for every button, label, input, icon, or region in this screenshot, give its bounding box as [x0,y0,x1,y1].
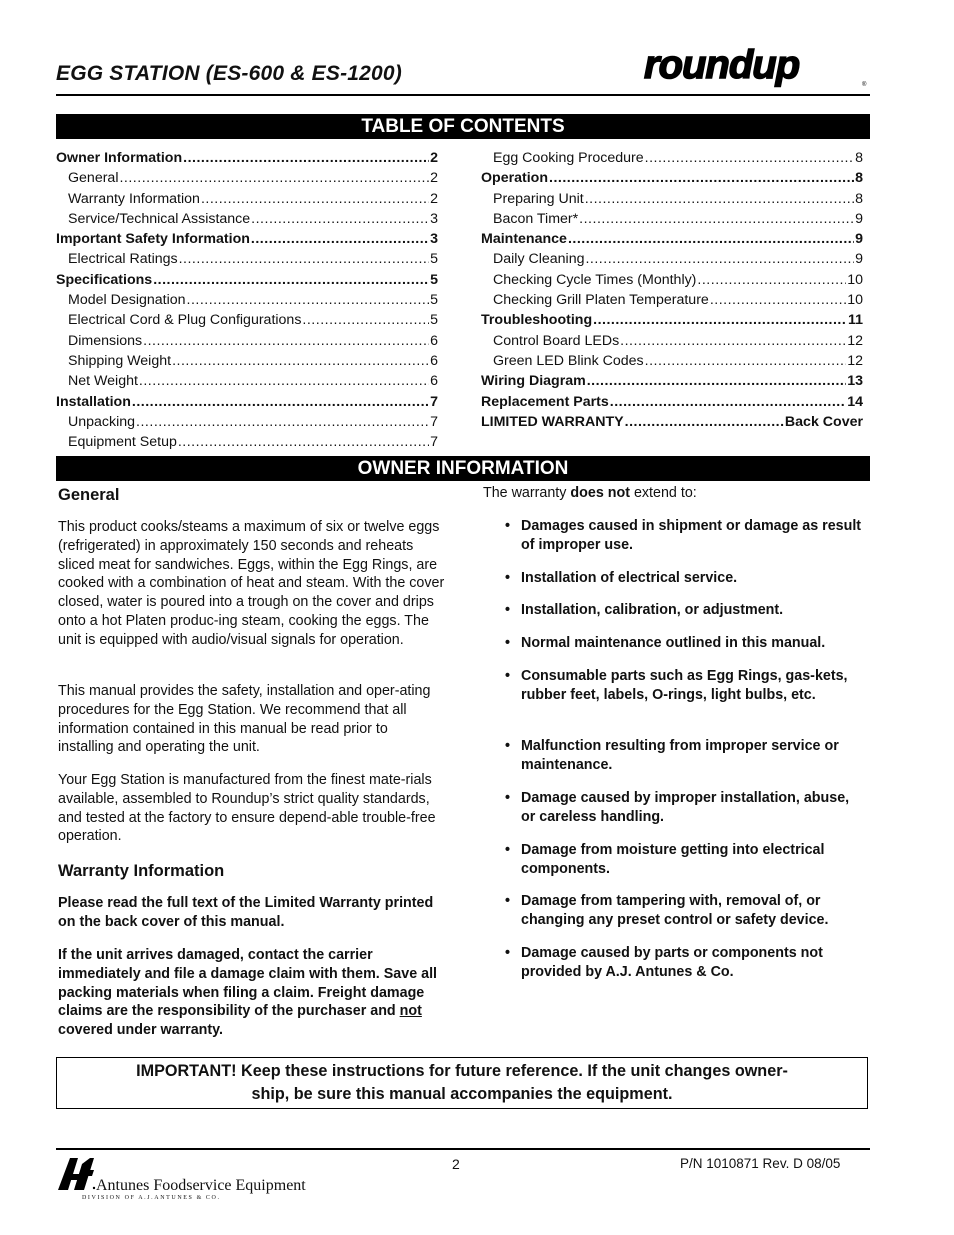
toc-entry-label: Owner Information [56,150,183,166]
toc-entry-label: General [68,170,119,187]
toc-entry[interactable] [481,333,863,353]
toc-entry-page: 6 [430,373,438,390]
toc-entry-page: 2 [430,190,438,207]
toc-entry-page: 12 [847,352,863,369]
toc-entry-label: Green LED Blink Codes [493,352,644,369]
toc-entry[interactable] [56,333,438,353]
toc-leader-dots [178,434,429,450]
toc-entry[interactable] [56,373,438,393]
toc-right-column [481,150,863,434]
toc-leader-dots [251,211,429,227]
toc-leader-dots [201,191,429,207]
bullet-icon: • [505,945,511,961]
toc-entry[interactable] [481,150,863,170]
extend-text-c: extend to: [629,485,697,501]
toc-leader-dots [143,333,429,349]
toc-leader-dots [119,170,429,186]
toc-entry-label: LIMITED WARRANTY [481,413,624,430]
warranty-exclusion-text: Normal maintenance outlined in this manual. [521,635,826,651]
toc-leader-dots [593,312,847,328]
general-heading: General [58,486,120,504]
toc-leader-dots [153,272,429,288]
toc-entry-page: 7 [430,393,438,410]
bullet-icon: • [505,668,511,684]
bullet-icon: • [505,893,511,909]
toc-leader-dots [549,170,854,186]
general-paragraph-1: This product cooks/steams a maximum of six or twelve eggs (refrigerated) in approximately 150 seconds and reheats sliced meat for sandwiches. Eggs, within the Egg Rings, are cooked with a combination of heat and steam. With the cover closed, water is poured into a trough on the cover and drips onto a hot Platen produc-ing steam, cooking the eggs. The unit is equipped with audio/visual signals for operation. [58,519,445,648]
toc-entry-label: Operation [481,170,549,187]
toc-entry-page: 8 [855,150,863,166]
toc-entry[interactable] [481,211,863,231]
warranty-exclusion-item [505,667,865,705]
bullet-icon: • [505,635,511,651]
toc-entry-page: 2 [430,150,438,166]
toc-leader-dots [585,251,854,267]
toc-entry[interactable] [56,170,438,190]
toc-entry-page: 5 [430,251,438,268]
toc-leader-dots [187,292,430,308]
warranty-exclusion-item [505,601,865,620]
warranty-exclusions-intro [483,484,697,503]
toc-entry-page: 5 [430,271,438,288]
warranty-exclusion-item [505,789,865,827]
toc-entry-label: Unpacking [68,413,136,430]
toc-entry-label: Bacon Timer* [493,210,579,227]
warranty-exclusion-text: Damages caused in shipment or damage as result of improper use. [521,518,862,553]
toc-leader-dots [183,150,429,166]
logo-wordmark: roundup [644,43,800,87]
toc-entry-page: 5 [430,312,438,329]
toc-leader-dots [302,312,429,328]
toc-entry[interactable] [481,312,863,332]
owner-info-heading: OWNER INFORMATION [357,458,569,479]
toc-entry-label: Wiring Diagram [481,373,586,390]
toc-entry-page: 9 [855,210,863,227]
toc-entry-page: 10 [847,271,863,288]
toc-leader-dots [132,394,429,410]
extend-text-bold: does not [570,485,630,501]
toc-entry-label: Daily Cleaning [493,251,585,268]
warranty-exclusion-text: Damage caused by improper installation, abuse, or careless handling. [521,790,850,825]
toc-entry-label: Installation [56,393,131,410]
owner-info-heading-bar [56,456,870,481]
toc-entry[interactable] [481,394,863,414]
toc-entry[interactable] [481,170,863,190]
toc-entry[interactable] [481,272,863,292]
important-notice-box [56,1057,868,1109]
bullet-icon: • [505,738,511,754]
toc-entry-label: Checking Grill Platen Temperature [493,292,709,309]
warranty-exclusion-item [505,892,865,930]
toc-leader-dots [585,191,854,207]
toc-entry-label: Equipment Setup [68,434,177,451]
general-paragraph-2: This manual provides the safety, installation and oper-ating procedures for the Egg Station. We recommend that all information contained in this manual be read prior to installing and operating the unit. [58,683,431,756]
toc-entry[interactable] [56,394,438,414]
toc-entry[interactable] [56,231,438,251]
toc-entry-page: 6 [430,352,438,369]
extend-text-a: The warranty [483,485,571,501]
toc-entry[interactable] [481,251,863,271]
footer-divider [56,1148,870,1150]
page-number: 2 [452,1156,460,1172]
toc-entry-label: Specifications [56,271,153,288]
toc-leader-dots [587,373,847,389]
toc-entry-page: 7 [430,434,438,451]
footer-division-text: DIVISION OF A.J.ANTUNES & CO. [82,1195,221,1201]
toc-entry-label: Net Weight [68,373,138,390]
toc-leader-dots [620,333,846,349]
header-divider [56,94,870,96]
toc-leader-dots [568,231,854,247]
toc-heading: TABLE OF CONTENTS [361,116,565,137]
important-line-2: ship, be sure this manual accompanies the equipment. [251,1085,673,1103]
bullet-icon: • [505,570,511,586]
bullet-icon: • [505,602,511,618]
warranty-exclusion-text: Damage caused by parts or components not provided by A.J. Antunes & Co. [521,945,823,980]
toc-entry-page: 7 [430,413,438,430]
warranty-paragraph-2 [58,946,444,1040]
toc-entry[interactable] [56,251,438,271]
toc-entry-page: 11 [848,312,863,329]
toc-entry-label: Egg Cooking Procedure [493,150,644,166]
part-number: P/N 1010871 Rev. D 08/05 [680,1156,841,1171]
toc-entry-page: 8 [855,170,863,187]
toc-leader-dots [625,414,784,430]
toc-entry-page: 3 [430,231,438,248]
toc-entry[interactable] [481,373,863,393]
warranty-exclusion-item [505,569,865,588]
toc-leader-dots [697,272,846,288]
toc-entry-page: 12 [847,332,863,349]
warranty-exclusion-text: Damage from moisture getting into electrical components. [521,842,825,877]
toc-entry-page: 13 [847,373,863,390]
warranty-exclusion-item [505,517,865,555]
warranty-exclusion-text: Consumable parts such as Egg Rings, gas-kets, rubber feet, labels, O-rings, light bulbs, etc. [521,668,848,703]
toc-leader-dots [645,353,847,369]
toc-entry-page: 2 [430,170,438,187]
warranty-exclusion-item [505,841,865,879]
toc-entry[interactable] [56,211,438,231]
toc-entry-label: Important Safety Information [56,231,250,248]
warranty-exclusion-text: Installation, calibration, or adjustment. [521,602,784,618]
toc-entry-label: Electrical Ratings [68,251,178,268]
toc-entry-label: Checking Cycle Times (Monthly) [493,271,697,288]
toc-left-column [56,150,438,454]
toc-leader-dots [172,353,429,369]
toc-entry[interactable] [56,272,438,292]
toc-entry-page: 10 [847,292,863,309]
footer-company-name: Antunes Foodservice Equipment [96,1177,306,1194]
toc-entry-page: 9 [855,231,863,248]
toc-entry-label: Service/Technical Assistance [68,210,251,227]
toc-entry[interactable] [481,414,863,434]
toc-leader-dots [710,292,846,308]
warranty-exclusion-text: Installation of electrical service. [521,570,738,586]
warranty-p2-text-a: If the unit arrives damaged, contact the carrier immediately and file a damage claim with them. Save all packing materials when filing a claim. Freight damage claims are the responsibility of the purchaser and [58,947,438,1020]
toc-entry[interactable] [481,231,863,251]
toc-entry-page: 8 [855,190,863,207]
toc-entry-label: Preparing Unit [493,190,584,207]
toc-entry-page: Back Cover [784,413,863,430]
toc-entry[interactable] [56,434,438,454]
toc-entry-label: Troubleshooting [481,312,593,329]
important-line-1: IMPORTANT! Keep these instructions for future reference. If the unit changes owner- [136,1062,788,1080]
roundup-logo [642,40,872,90]
toc-entry[interactable] [481,353,863,373]
warranty-exclusion-text: Damage from tampering with, removal of, or changing any preset control or safety device. [521,893,829,928]
warranty-exclusion-text: Malfunction resulting from improper service or maintenance. [521,738,839,773]
toc-entry-label: Maintenance [481,231,567,248]
toc-entry[interactable] [56,353,438,373]
toc-entry-page: 6 [430,332,438,349]
warranty-exclusion-item [505,634,865,653]
toc-entry[interactable] [56,150,438,170]
warranty-paragraph-1: Please read the full text of the Limited Warranty printed on the back cover of this manual. [58,895,434,930]
registered-mark: ® [862,82,867,88]
toc-entry-label: Electrical Cord & Plug Configurations [68,312,302,329]
toc-entry-page: 9 [855,251,863,268]
toc-entry[interactable] [481,292,863,312]
warranty-heading: Warranty Information [58,862,225,880]
toc-leader-dots [139,373,429,389]
toc-entry-page: 14 [847,393,863,410]
toc-heading-bar [56,114,870,139]
toc-entry[interactable] [56,292,438,312]
warranty-exclusion-item [505,944,865,982]
warranty-p2-text-b: covered under warranty. [58,1022,224,1039]
bullet-icon: • [505,842,511,858]
toc-entry-label: Warranty Information [68,190,200,207]
warranty-exclusion-item [505,737,865,775]
antunes-logo-icon [56,1156,96,1192]
toc-entry-label: Shipping Weight [68,352,172,369]
toc-entry-page: 3 [430,210,438,227]
toc-leader-dots [610,394,846,410]
toc-leader-dots [179,251,430,267]
bullet-icon: • [505,790,511,806]
toc-entry[interactable] [56,191,438,211]
toc-leader-dots [579,211,854,227]
warranty-p2-not: not [399,1003,422,1020]
toc-entry[interactable] [56,312,438,332]
bullet-icon: • [505,518,511,534]
toc-leader-dots [251,231,429,247]
toc-entry-label: Model Designation [68,292,186,309]
toc-entry-label: Control Board LEDs [493,332,620,349]
toc-entry-label: Dimensions [68,332,143,349]
toc-entry[interactable] [56,414,438,434]
document-title: EGG STATION (ES-600 & ES-1200) [56,62,402,85]
toc-entry-label: Replacement Parts [481,393,609,410]
toc-leader-dots [645,150,854,166]
toc-leader-dots [136,414,429,430]
general-paragraph-3: Your Egg Station is manufactured from the finest mate-rials available, assembled to Roundup’s strict quality standards, and tested at the factory to ensure depend-able trouble-free operation. [58,772,436,845]
toc-entry[interactable] [481,191,863,211]
toc-entry-page: 5 [430,292,438,309]
